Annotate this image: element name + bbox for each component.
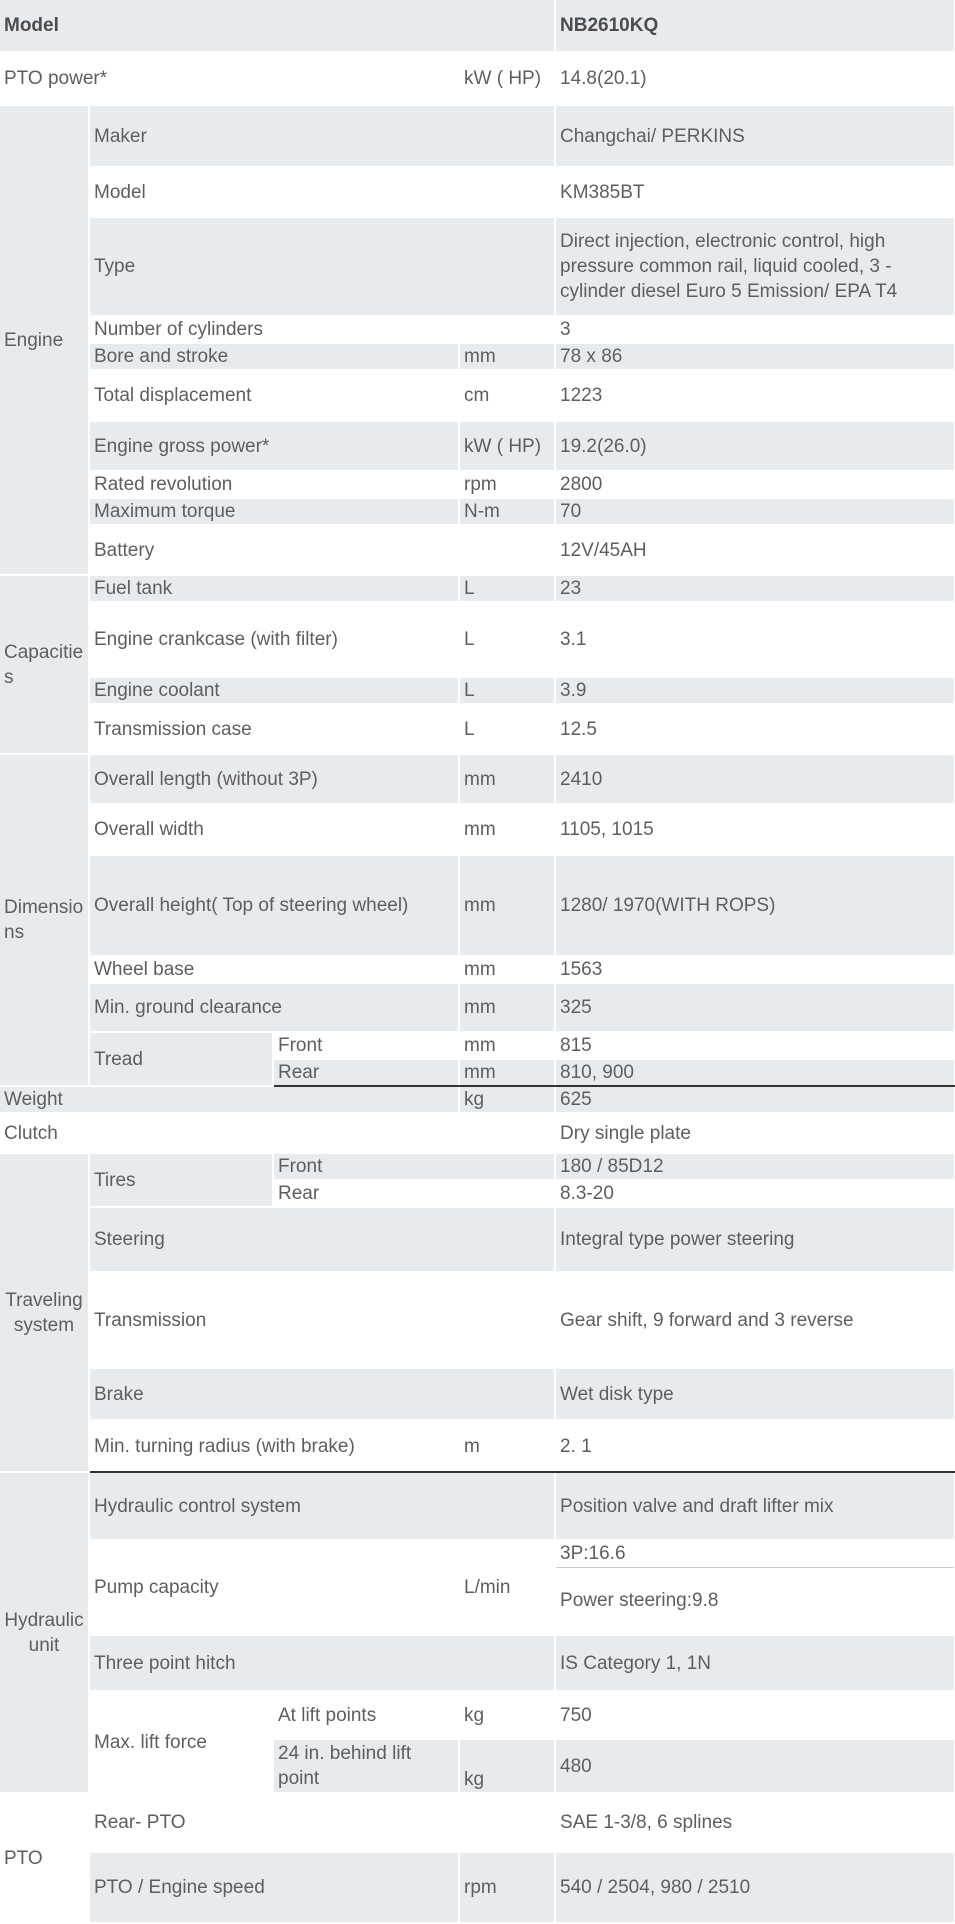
spec-value: 19.2(26.0) xyxy=(555,421,955,471)
spec-label: Number of cylinders xyxy=(89,316,555,343)
spec-row xyxy=(0,602,955,677)
spec-row xyxy=(0,1420,955,1472)
spec-row xyxy=(0,1153,955,1180)
spec-value: 1223 xyxy=(555,370,955,421)
spec-row xyxy=(0,704,955,754)
spec-value: Position valve and draft lifter mix xyxy=(555,1472,955,1540)
spec-unit: rpm xyxy=(459,471,555,498)
spec-unit: mm xyxy=(459,983,555,1032)
spec-row xyxy=(0,370,955,421)
spec-value: 70 xyxy=(555,498,955,525)
spec-row xyxy=(0,525,955,575)
spec-value: 180 / 85D12 xyxy=(555,1153,955,1180)
spec-label: Engine crankcase (with filter) xyxy=(89,602,459,677)
spec-unit: mm xyxy=(459,956,555,983)
spec-unit: mm xyxy=(459,804,555,855)
model-name: NB2610KQ xyxy=(555,0,955,52)
spec-value: 12V/45AH xyxy=(555,525,955,575)
spec-value: 2410 xyxy=(555,754,955,804)
spec-sublabel: 24 in. behind lift point xyxy=(273,1739,459,1793)
spec-row xyxy=(0,316,955,343)
spec-row xyxy=(0,1113,955,1153)
pto-power-value: 14.8(20.1) xyxy=(555,52,955,105)
spec-sublabel: Front xyxy=(273,1153,555,1180)
spec-label: Model xyxy=(89,167,555,217)
spec-sublabel: At lift points xyxy=(273,1691,459,1739)
spec-unit: L xyxy=(459,704,555,754)
spec-value: 815 xyxy=(555,1032,955,1059)
spec-row xyxy=(0,1793,955,1852)
spec-row xyxy=(0,1086,955,1113)
engine-group: Engine xyxy=(0,105,89,575)
pto-power-unit: kW ( HP) xyxy=(459,52,555,105)
spec-value: Power steering:9.8 xyxy=(555,1567,955,1635)
spec-unit: kW ( HP) xyxy=(459,421,555,471)
spec-label: Transmission xyxy=(89,1272,555,1368)
spec-row xyxy=(0,1691,955,1739)
spec-value: IS Category 1, 1N xyxy=(555,1635,955,1691)
spec-unit: cm xyxy=(459,370,555,421)
spec-value: 540 / 2504, 980 / 2510 xyxy=(555,1852,955,1923)
spec-unit: mm xyxy=(459,1032,555,1059)
spec-row xyxy=(0,471,955,498)
dimensions-group: Dimensio ns xyxy=(0,754,89,1086)
spec-sublabel: Rear xyxy=(273,1180,555,1207)
weight-unit: kg xyxy=(459,1086,555,1113)
pto-group: PTO xyxy=(0,1793,89,1923)
spec-value: Integral type power steering xyxy=(555,1207,955,1272)
spec-unit: kg xyxy=(459,1739,555,1793)
clutch-label: Clutch xyxy=(0,1113,555,1153)
spec-value: 750 xyxy=(555,1691,955,1739)
spec-unit: rpm xyxy=(459,1852,555,1923)
spec-unit: mm xyxy=(459,754,555,804)
spec-value: 12.5 xyxy=(555,704,955,754)
spec-sublabel: Front xyxy=(273,1032,459,1059)
spec-unit: N-m xyxy=(459,498,555,525)
spec-label: Tires xyxy=(89,1153,273,1207)
spec-value: 1563 xyxy=(555,956,955,983)
spec-row xyxy=(0,804,955,855)
spec-label: PTO / Engine speed xyxy=(89,1852,459,1923)
spec-row xyxy=(0,1368,955,1420)
capacities-group: Capacitie s xyxy=(0,575,89,754)
spec-label: Engine gross power* xyxy=(89,421,459,471)
spec-row xyxy=(0,677,955,704)
spec-value: KM385BT xyxy=(555,167,955,217)
spec-label: Maker xyxy=(89,105,555,167)
spec-label: Pump capacity xyxy=(89,1540,459,1635)
spec-value: Direct injection, electronic control, high pressure common rail, liquid cooled, 3 -cylinder diesel Euro 5 Emission/ EPA T4 xyxy=(555,217,955,316)
spec-row xyxy=(0,1207,955,1272)
spec-value: 2. 1 xyxy=(555,1420,955,1472)
spec-value: SAE 1-3/8, 6 splines xyxy=(555,1793,955,1852)
spec-row xyxy=(0,575,955,602)
spec-row xyxy=(0,983,955,1032)
spec-unit: L xyxy=(459,602,555,677)
spec-unit: mm xyxy=(459,1059,555,1086)
spec-row xyxy=(0,498,955,525)
spec-label: Overall width xyxy=(89,804,459,855)
spec-value: Wet disk type xyxy=(555,1368,955,1420)
spec-row xyxy=(0,1032,955,1059)
weight-value: 625 xyxy=(555,1086,955,1113)
spec-row xyxy=(0,343,955,370)
spec-value: 3.1 xyxy=(555,602,955,677)
spec-row xyxy=(0,167,955,217)
spec-label: Rear- PTO xyxy=(89,1793,555,1852)
spec-row xyxy=(0,421,955,471)
spec-label: Hydraulic control system xyxy=(89,1472,555,1540)
spec-row xyxy=(0,52,955,105)
spec-value: 3 xyxy=(555,316,955,343)
traveling-group: Traveling system xyxy=(0,1153,89,1472)
spec-sublabel: Rear xyxy=(273,1059,459,1086)
spec-label: Max. lift force xyxy=(89,1691,273,1793)
spec-unit: m xyxy=(459,1420,555,1472)
spec-row xyxy=(0,1540,955,1567)
spec-unit: kg xyxy=(459,1691,555,1739)
spec-value: 3.9 xyxy=(555,677,955,704)
spec-row xyxy=(0,1472,955,1540)
spec-label: Brake xyxy=(89,1368,555,1420)
spec-label: Transmission case xyxy=(89,704,459,754)
spec-row xyxy=(0,1852,955,1923)
spec-value: 325 xyxy=(555,983,955,1032)
spec-label: Battery xyxy=(89,525,555,575)
spec-label: Type xyxy=(89,217,555,316)
spec-label: Bore and stroke xyxy=(89,343,459,370)
spec-label: Three point hitch xyxy=(89,1635,555,1691)
spec-label: Wheel base xyxy=(89,956,459,983)
spec-value: 1105, 1015 xyxy=(555,804,955,855)
spec-label: Overall length (without 3P) xyxy=(89,754,459,804)
spec-label: Overall height( Top of steering wheel) xyxy=(89,855,459,956)
spec-label: Steering xyxy=(89,1207,555,1272)
spec-value: 3P:16.6 xyxy=(555,1540,955,1567)
spec-label: Min. turning radius (with brake) xyxy=(89,1420,459,1472)
spec-label: Maximum torque xyxy=(89,498,459,525)
spec-unit: mm xyxy=(459,343,555,370)
spec-row xyxy=(0,217,955,316)
spec-label: Tread xyxy=(89,1032,273,1086)
clutch-value: Dry single plate xyxy=(555,1113,955,1153)
spec-label: Total displacement xyxy=(89,370,459,421)
spec-row xyxy=(0,956,955,983)
spec-label: Engine coolant xyxy=(89,677,459,704)
header-row xyxy=(0,0,955,52)
spec-value: 78 x 86 xyxy=(555,343,955,370)
spec-value: 2800 xyxy=(555,471,955,498)
spec-label: Rated revolution xyxy=(89,471,459,498)
spec-row xyxy=(0,754,955,804)
spec-unit: L/min xyxy=(459,1540,555,1635)
spec-row xyxy=(0,105,955,167)
spec-unit: L xyxy=(459,677,555,704)
spec-unit: L xyxy=(459,575,555,602)
spec-value: 1280/ 1970(WITH ROPS) xyxy=(555,855,955,956)
spec-row xyxy=(0,855,955,956)
spec-value: 8.3-20 xyxy=(555,1180,955,1207)
weight-label: Weight xyxy=(0,1086,459,1113)
spec-row xyxy=(0,1635,955,1691)
spec-label: Min. ground clearance xyxy=(89,983,459,1032)
spec-value: Changchai/ PERKINS xyxy=(555,105,955,167)
spec-label: Fuel tank xyxy=(89,575,459,602)
spec-value: 480 xyxy=(555,1739,955,1793)
spec-row xyxy=(0,1272,955,1368)
pto-power-label: PTO power* xyxy=(0,52,459,105)
spec-value: 23 xyxy=(555,575,955,602)
spec-unit: mm xyxy=(459,855,555,956)
spec-value: Gear shift, 9 forward and 3 reverse xyxy=(555,1272,955,1368)
hydraulic-group: Hydraulic unit xyxy=(0,1472,89,1793)
header-label: Model xyxy=(0,0,555,52)
spec-value: 810, 900 xyxy=(555,1059,955,1086)
